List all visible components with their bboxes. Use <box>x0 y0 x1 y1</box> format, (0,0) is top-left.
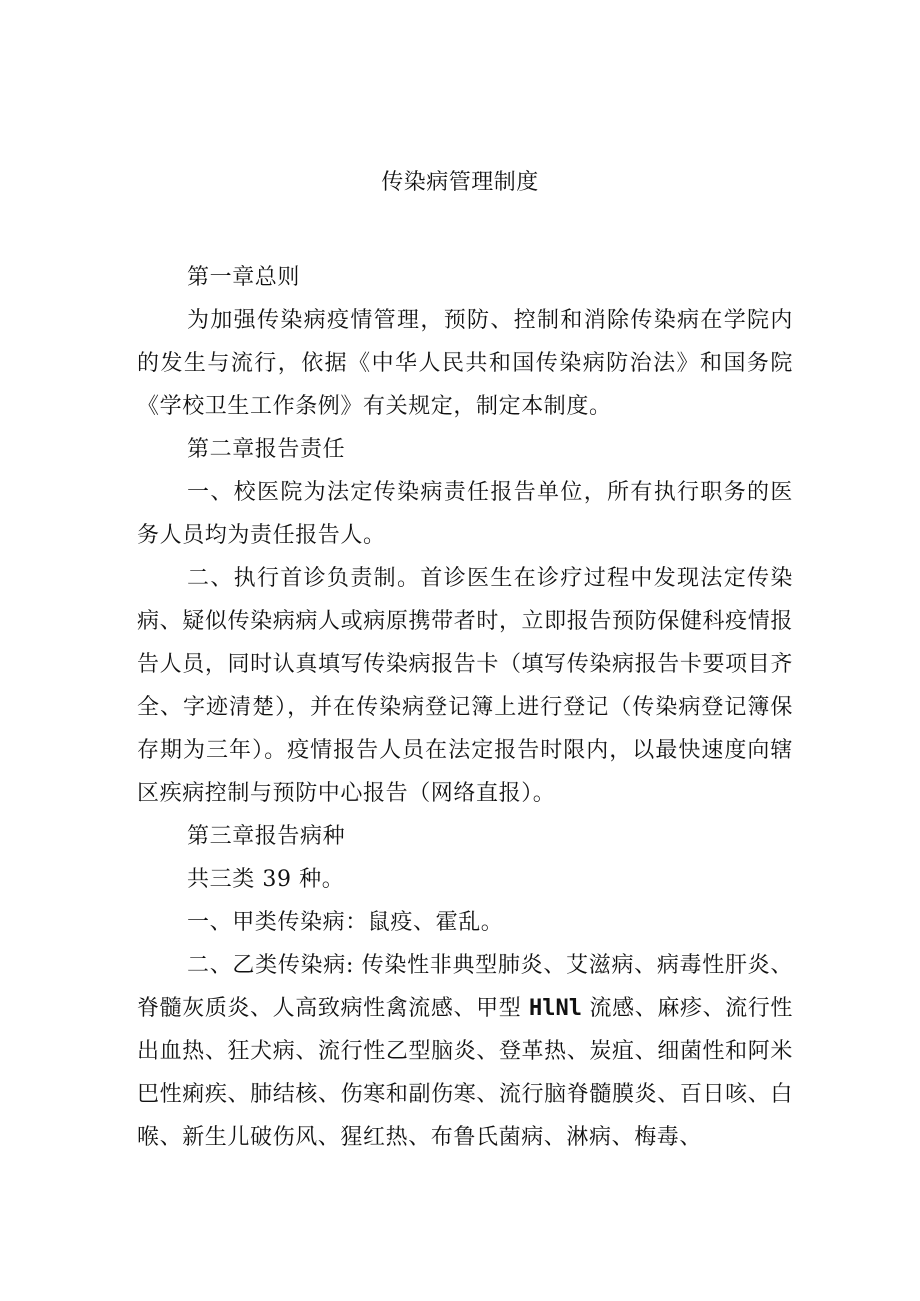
chapter2-heading: 第二章报告责任 <box>187 437 346 462</box>
chapter3-heading: 第三章报告病种 <box>187 824 346 849</box>
chapter2-paragraph-1: 一、校医院为法定传染病责任报告单位，所有执行职务的医务人员均为责任报告人。 <box>137 480 793 548</box>
chapter3-paragraph-1: 共三类 39 种。 <box>187 867 345 892</box>
chapter1-paragraph: 为加强传染病疫情管理，预防、控制和消除传染病在学院内的发生与流行，依据《中华人民共和国传染病防治法》和国务院《学校卫生工作条例》有关规定，制定本制度。 <box>137 308 793 419</box>
chapter3-paragraph-3 <box>137 944 793 1159</box>
chapter3-paragraph-3-part2: 流感、麻疹、流行性出血热、狂犬病、流行性乙型脑炎、登革热、炭疽、细菌性和阿米巴性痢疾、肺结核、伤寒和副伤寒、流行脑脊髓膜炎、百日咳、白喉、新生儿破伤风、猩红热、布鲁氏菌病、淋病、梅毒、 <box>137 996 794 1150</box>
chapter2-paragraph-2: 二、执行首诊负责制。首诊医生在诊疗过程中发现法定传染病、疑似传染病病人或病原携带者时，立即报告预防保健科疫情报告人员，同时认真填写传染病报告卡（填写传染病报告卡要项目齐全、字迹清楚），并在传染病登记簿上进行登记（传染病登记簿保存期为三年）。疫情报告人员在法定报告时限内，以最快速度向辖区疾病控制与预防中心报告（网络直报）。 <box>137 566 793 806</box>
chapter1-heading: 第一章总则 <box>187 265 301 290</box>
chapter3-paragraph-3-part1: 二、乙类传染病: 传染性非典型肺炎、艾滋病、病毒性肝炎、脊髓灰质炎、人高致病性禽流感、甲型 <box>137 953 793 1021</box>
chapter3-paragraph-2: 一、甲类传染病：鼠疫、霍乱。 <box>187 910 504 935</box>
document-body <box>137 256 793 1159</box>
document-title: 传染病管理制度 <box>381 170 539 195</box>
h1n1-code: HlNl <box>528 996 582 1021</box>
